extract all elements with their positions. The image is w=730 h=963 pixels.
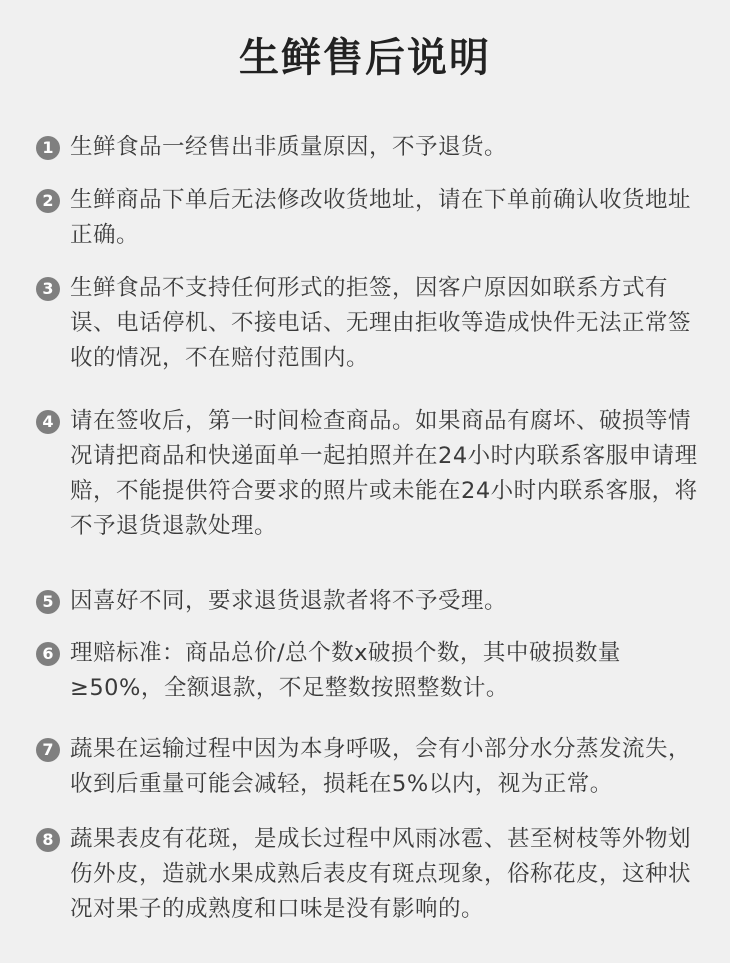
notice-text: 生鲜食品一经售出非质量原因，不予退货。 xyxy=(70,134,508,160)
number-badge-icon: 1 xyxy=(36,136,60,160)
notice-item-2 xyxy=(36,183,698,253)
notice-item-3 xyxy=(36,271,698,376)
number-badge-icon: 5 xyxy=(36,590,60,614)
notice-text: 蔬果在运输过程中因为本身呼吸，会有小部分水分蒸发流失，收到后重量可能会减轻，损耗在5%以内，视为正常。 xyxy=(70,736,692,797)
notice-item-6 xyxy=(36,636,698,706)
notice-text: 生鲜商品下单后无法修改收货地址，请在下单前确认收货地址正确。 xyxy=(70,187,692,248)
notice-item-4 xyxy=(36,404,698,544)
number-badge-icon: 3 xyxy=(36,277,60,301)
number-badge-icon: 7 xyxy=(36,738,60,762)
number-badge-icon: 6 xyxy=(36,642,60,666)
notice-item-1 xyxy=(36,130,698,165)
notice-item-5 xyxy=(36,584,698,619)
notice-text: 理赔标准：商品总价/总个数x破损个数，其中破损数量≥50%，全额退款，不足整数按照整数计。 xyxy=(70,640,621,701)
notice-text: 因喜好不同，要求退货退款者将不予受理。 xyxy=(70,588,508,614)
number-badge-icon: 2 xyxy=(36,189,60,213)
notice-text: 请在签收后，第一时间检查商品。如果商品有腐坏、破损等情况请把商品和快递面单一起拍照并在24小时内联系客服申请理赔，不能提供符合要求的照片或未能在24小时内联系客服，将不予退货退款处理。 xyxy=(70,408,698,539)
notice-item-7 xyxy=(36,732,698,802)
page-title: 生鲜售后说明 xyxy=(239,35,491,81)
number-badge-icon: 8 xyxy=(36,828,60,852)
notice-text: 生鲜食品不支持任何形式的拒签，因客户原因如联系方式有误、电话停机、不接电话、无理由拒收等造成快件无法正常签收的情况，不在赔付范围内。 xyxy=(70,275,692,371)
number-badge-icon: 4 xyxy=(36,410,60,434)
notice-text: 蔬果表皮有花斑，是成长过程中风雨冰雹、甚至树枝等外物划伤外皮，造就水果成熟后表皮有斑点现象，俗称花皮，这种状况对果子的成熟度和口味是没有影响的。 xyxy=(70,826,692,922)
notice-item-8 xyxy=(36,822,698,927)
